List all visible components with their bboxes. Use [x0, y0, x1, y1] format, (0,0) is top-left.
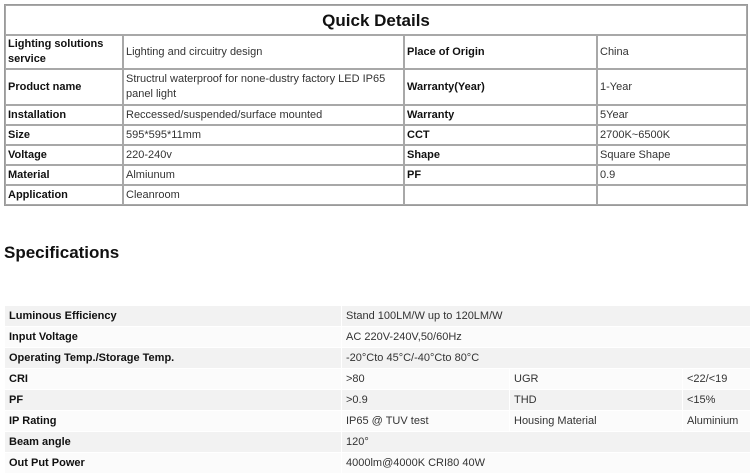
detail-label: Installation — [5, 105, 123, 125]
spec-value: >80 — [342, 369, 510, 390]
table-row — [5, 327, 750, 348]
table-row — [5, 145, 747, 165]
table-row — [5, 432, 750, 453]
table-row — [5, 390, 750, 411]
specifications-table — [4, 305, 750, 474]
detail-label: CCT — [404, 125, 597, 145]
detail-label: Place of Origin — [404, 35, 597, 69]
spec-value: 4000lm@4000K CRI80 40W — [342, 453, 750, 474]
detail-value: 2700K~6500K — [597, 125, 747, 145]
table-row — [5, 165, 747, 185]
spec-label: Beam angle — [5, 432, 342, 453]
spec-value: IP65 @ TUV test — [342, 411, 510, 432]
detail-value: China — [597, 35, 747, 69]
detail-label: Warranty(Year) — [404, 69, 597, 105]
detail-label: Product name — [5, 69, 123, 105]
detail-value: Cleanroom — [123, 185, 404, 205]
detail-value: 1-Year — [597, 69, 747, 105]
spec-label-secondary: UGR — [510, 369, 683, 390]
detail-value: Structrul waterproof for none-dustry factory LED IP65 panel light — [123, 69, 404, 105]
detail-label: Warranty — [404, 105, 597, 125]
detail-value: 5Year — [597, 105, 747, 125]
detail-value: Square Shape — [597, 145, 747, 165]
spec-value: -20°Cto 45°C/-40°Cto 80°C — [342, 348, 750, 369]
spec-value-secondary: <15% — [683, 390, 750, 411]
detail-label: Shape — [404, 145, 597, 165]
spec-label: IP Rating — [5, 411, 342, 432]
detail-label — [404, 185, 597, 205]
spec-value: 120° — [342, 432, 750, 453]
table-row — [5, 185, 747, 205]
detail-label: Voltage — [5, 145, 123, 165]
table-row — [5, 348, 750, 369]
table-row — [5, 125, 747, 145]
detail-value: 0.9 — [597, 165, 747, 185]
spec-label: Input Voltage — [5, 327, 342, 348]
specifications-heading: Specifications — [4, 243, 120, 262]
detail-label: Lighting solutions service — [5, 35, 123, 69]
detail-value: 220-240v — [123, 145, 404, 165]
table-row — [5, 35, 747, 69]
detail-value: Lighting and circuitry design — [123, 35, 404, 69]
table-row — [5, 105, 747, 125]
quick-details-table — [4, 4, 748, 206]
detail-value: Almiunum — [123, 165, 404, 185]
table-row — [5, 69, 747, 105]
detail-label: Size — [5, 125, 123, 145]
detail-label: Material — [5, 165, 123, 185]
table-row — [5, 369, 750, 390]
spec-value-secondary: Aluminium — [683, 411, 750, 432]
spec-label-secondary: THD — [510, 390, 683, 411]
spec-value-secondary: <22/<19 — [683, 369, 750, 390]
spec-value: >0.9 — [342, 390, 510, 411]
detail-value — [597, 185, 747, 205]
spec-value: Stand 100LM/W up to 120LM/W — [342, 306, 750, 327]
spec-label: CRI — [5, 369, 342, 390]
spec-value: AC 220V-240V,50/60Hz — [342, 327, 750, 348]
quick-details-title: Quick Details — [5, 5, 747, 35]
table-row — [5, 306, 750, 327]
spec-label: Out Put Power — [5, 453, 342, 474]
spec-label-secondary: Housing Material — [510, 411, 683, 432]
spec-label: Operating Temp./Storage Temp. — [5, 348, 342, 369]
detail-label: PF — [404, 165, 597, 185]
spec-label: PF — [5, 390, 342, 411]
table-row — [5, 453, 750, 474]
table-row — [5, 411, 750, 432]
detail-value: 595*595*11mm — [123, 125, 404, 145]
spec-label: Luminous Efficiency — [5, 306, 342, 327]
detail-label: Application — [5, 185, 123, 205]
detail-value: Reccessed/suspended/surface mounted — [123, 105, 404, 125]
